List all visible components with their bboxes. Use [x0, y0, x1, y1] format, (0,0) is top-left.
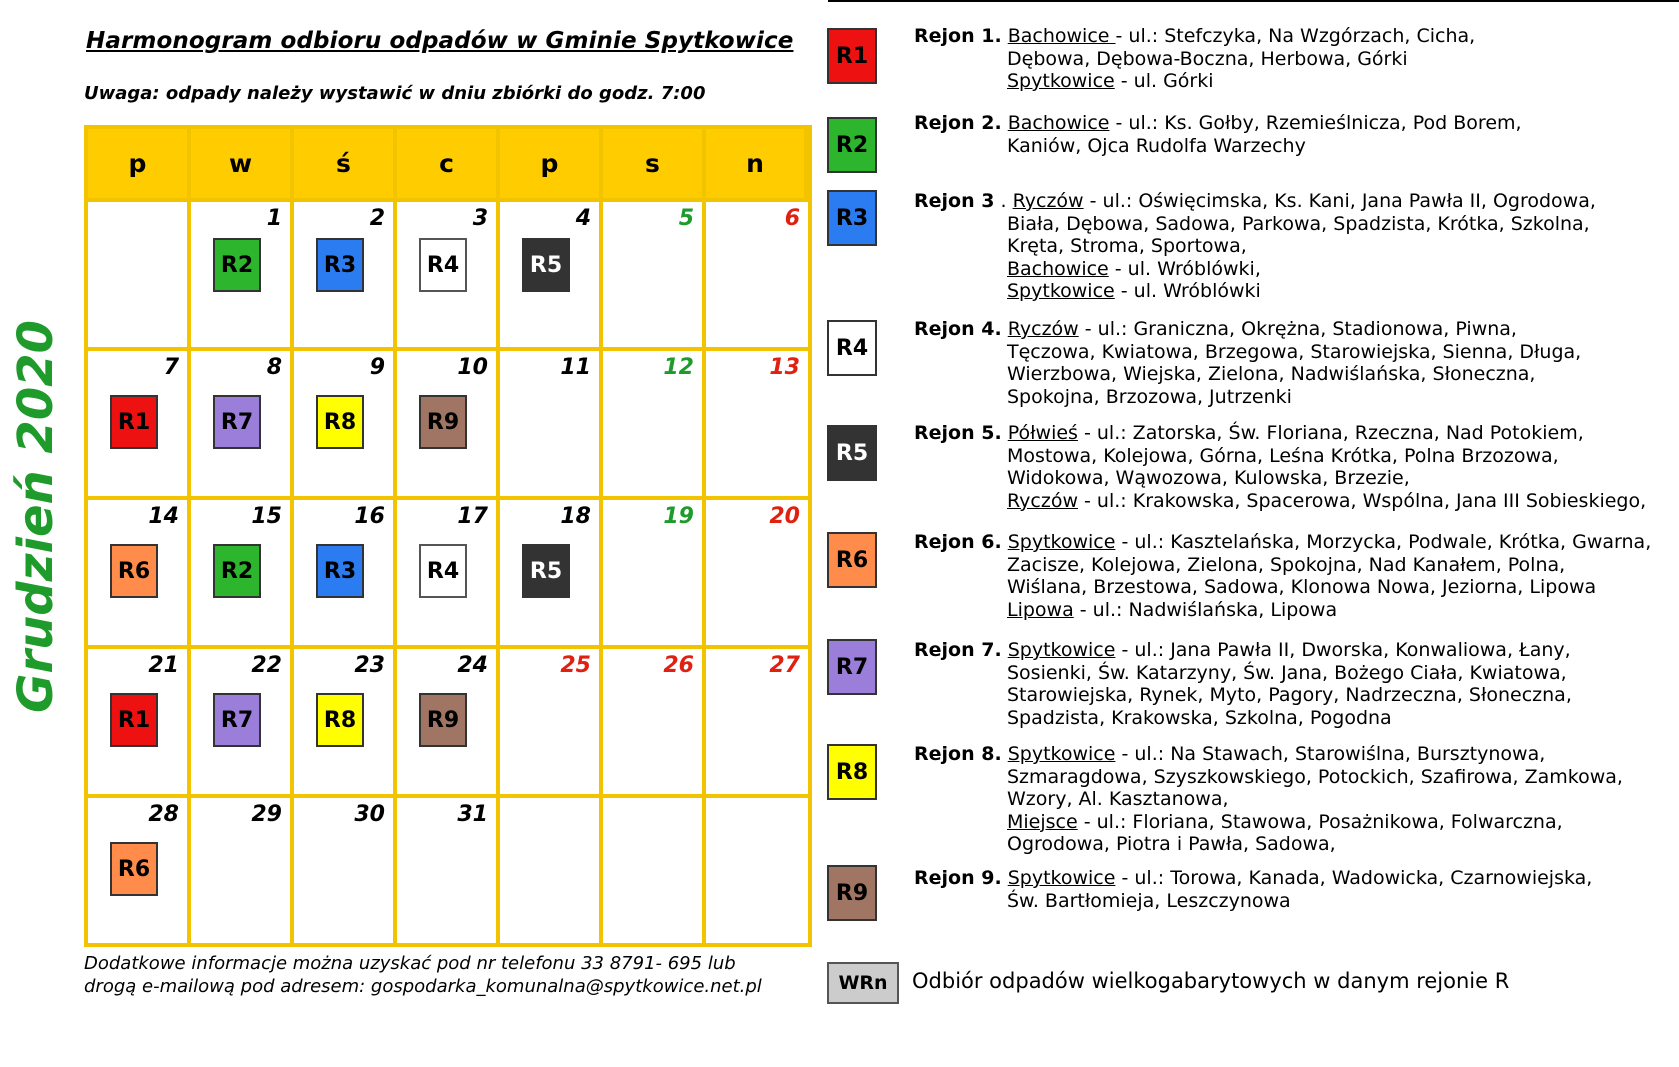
legend-text-r1 — [914, 25, 1475, 93]
street-list: - ul. Górki — [1114, 70, 1214, 92]
region-badge: R6 — [110, 842, 158, 896]
legend-line — [914, 662, 1572, 685]
legend-line — [914, 70, 1475, 93]
calendar-day — [500, 198, 603, 347]
calendar-day — [88, 645, 191, 794]
legend-badge-r9: R9 — [827, 865, 877, 921]
region-badge: R8 — [316, 395, 364, 449]
calendar-day — [500, 347, 603, 496]
region-badge: R9 — [419, 693, 467, 747]
legend-badge-r4: R4 — [827, 320, 877, 376]
calendar-day — [603, 496, 706, 645]
street-list: Wierzbowa, Wiejska, Zielona, Nadwiślańska, Słoneczna, — [1007, 363, 1536, 385]
street-list: Biała, Dębowa, Sadowa, Parkowa, Spadzista, Krótka, Szkolna, — [1007, 212, 1590, 235]
legend-line — [914, 386, 1581, 409]
locality-name: Bachowice — [1007, 25, 1116, 47]
legend-line — [914, 363, 1581, 386]
region-badge: R7 — [213, 395, 261, 449]
locality-name: Ryczów — [1012, 190, 1084, 212]
calendar-day — [603, 347, 706, 496]
calendar-day — [500, 496, 603, 645]
legend-line — [914, 25, 1475, 48]
locality-name: Lipowa — [1007, 598, 1074, 621]
legend-line — [914, 213, 1596, 236]
day-number: 12 — [663, 355, 694, 380]
legend-line — [914, 135, 1522, 158]
locality-name: Spytkowice — [1007, 531, 1116, 553]
weekday-header: p — [500, 129, 603, 198]
legend-line — [914, 422, 1646, 445]
calendar-day — [294, 645, 397, 794]
month-text: Grudzień 2020 — [8, 319, 64, 713]
street-list: Spadzista, Krakowska, Szkolna, Pogodna — [1007, 706, 1392, 729]
day-number: 23 — [354, 653, 385, 678]
calendar-day — [706, 496, 808, 645]
calendar-day — [191, 496, 294, 645]
locality-name: Spytkowice — [1007, 867, 1116, 889]
region-badge: R7 — [213, 693, 261, 747]
day-number: 8 — [266, 355, 282, 380]
locality-name: Ryczów — [1007, 318, 1079, 340]
calendar-day — [191, 347, 294, 496]
weekday-header: c — [397, 129, 500, 198]
region-badge: R5 — [522, 238, 570, 292]
day-number: 1 — [266, 206, 282, 231]
calendar-day — [88, 496, 191, 645]
legend-text-r5 — [914, 422, 1646, 512]
day-number: 27 — [769, 653, 800, 678]
legend-badge-r3: R3 — [827, 190, 877, 246]
legend-badge-r8: R8 — [827, 744, 877, 800]
street-list: Tęczowa, Kwiatowa, Brzegowa, Starowiejska, Sienna, Długa, — [1007, 340, 1582, 363]
contact-footer — [84, 952, 762, 998]
street-list: Ogrodowa, Piotra i Pawła, Sadowa, — [1007, 833, 1336, 855]
street-list: Dębowa, Dębowa-Boczna, Herbowa, Górki — [1007, 47, 1408, 70]
street-list: Kaniów, Ojca Rudolfa Warzechy — [1007, 134, 1306, 157]
locality-name: Bachowice — [1007, 112, 1110, 134]
legend-text-r8 — [914, 743, 1623, 856]
calendar-day — [294, 347, 397, 496]
day-number: 2 — [369, 206, 385, 231]
legend-line — [914, 639, 1572, 662]
legend-badge-r2: R2 — [827, 117, 877, 173]
legend-line — [914, 531, 1651, 554]
day-number: 17 — [457, 504, 488, 529]
calendar-day — [706, 794, 808, 943]
day-number: 26 — [663, 653, 694, 678]
calendar-day — [294, 496, 397, 645]
street-list: - ul.: Nadwiślańska, Lipowa — [1073, 598, 1338, 621]
region-label: Rejon 3 — [914, 190, 995, 212]
legend-badge-r1: R1 — [827, 28, 877, 84]
legend-line — [914, 890, 1592, 913]
day-number: 4 — [575, 206, 591, 231]
legend-line — [914, 576, 1651, 599]
legend-line — [914, 811, 1623, 834]
day-number: 18 — [560, 504, 591, 529]
legend-badge-r5: R5 — [827, 425, 877, 481]
street-list: Szmaragdowa, Szyszkowskiego, Potockich, Szafirowa, Zamkowa, — [1007, 765, 1623, 788]
street-list: - ul.: Torowa, Kanada, Wadowicka, Czarnowiejska, — [1115, 867, 1593, 889]
street-list: - ul.: Krakowska, Spacerowa, Wspólna, Jana III Sobieskiego, — [1078, 489, 1647, 512]
day-number: 24 — [457, 653, 488, 678]
region-badge: R2 — [213, 544, 261, 598]
region-badge: R1 — [110, 693, 158, 747]
calendar-day — [603, 645, 706, 794]
legend-line — [914, 280, 1596, 303]
calendar-day — [294, 198, 397, 347]
day-number: 15 — [251, 504, 282, 529]
calendar-day — [397, 794, 500, 943]
locality-name: Półwieś — [1007, 422, 1078, 444]
legend-text-r2 — [914, 112, 1522, 157]
calendar-day — [88, 794, 191, 943]
wrn-description: Odbiór odpadów wielkogabarytowych w danym rejonie R — [912, 969, 1510, 993]
day-number: 20 — [769, 504, 800, 529]
day-number: 28 — [148, 802, 179, 827]
street-list: - ul.: Zatorska, Św. Floriana, Rzeczna, Nad Potokiem, — [1077, 422, 1584, 444]
street-list: - ul. Wróblówki — [1114, 280, 1261, 302]
legend-line — [914, 788, 1623, 811]
day-number: 13 — [769, 355, 800, 380]
calendar-day — [706, 645, 808, 794]
legend-line — [914, 833, 1623, 856]
locality-name: Spytkowice — [1007, 639, 1116, 661]
day-number: 21 — [148, 653, 179, 678]
street-list: Starowiejska, Rynek, Myto, Pagory, Nadrzeczna, Słoneczna, — [1007, 684, 1572, 706]
legend-badge-r6: R6 — [827, 532, 877, 588]
calendar-day — [500, 794, 603, 943]
calendar-day — [500, 645, 603, 794]
legend-line — [914, 190, 1596, 213]
street-list: - ul.: Graniczna, Okrężna, Stadionowa, Piwna, — [1078, 318, 1517, 340]
day-number: 14 — [148, 504, 179, 529]
legend-text-r7 — [914, 639, 1572, 729]
region-label: Rejon 1. — [914, 25, 1002, 47]
region-badge: R1 — [110, 395, 158, 449]
day-number: 9 — [369, 355, 385, 380]
legend-line — [914, 467, 1646, 490]
legend-line — [914, 867, 1592, 890]
street-list: - ul.: Oświęcimska, Ks. Kani, Jana Pawła II, Ogrodowa, — [1083, 190, 1596, 212]
region-label: Rejon 2. — [914, 112, 1002, 134]
weekday-header: ś — [294, 129, 397, 198]
legend-line — [914, 490, 1646, 513]
region-badge: R9 — [419, 395, 467, 449]
legend-line — [914, 743, 1623, 766]
day-number: 29 — [251, 802, 282, 827]
legend-line — [914, 766, 1623, 789]
day-number: 6 — [784, 206, 800, 231]
top-rule — [828, 0, 1679, 2]
legend-line — [914, 707, 1572, 730]
region-label: Rejon 4. — [914, 318, 1002, 340]
calendar-day — [397, 496, 500, 645]
legend-text-r9 — [914, 867, 1592, 912]
contact-line-2: drogą e-mailową pod adresem: gospodarka_komunalna@spytkowice.net.pl — [84, 976, 762, 997]
calendar-day — [397, 347, 500, 496]
street-list: Spokojna, Brzozowa, Jutrzenki — [1007, 385, 1292, 408]
calendar-day — [191, 198, 294, 347]
street-list: . — [1000, 190, 1013, 212]
region-badge: R3 — [316, 544, 364, 598]
calendar-day — [603, 198, 706, 347]
locality-name: Spytkowice — [1007, 280, 1115, 302]
region-badge: R5 — [522, 544, 570, 598]
day-number: 16 — [354, 504, 385, 529]
locality-name: Ryczów — [1007, 489, 1078, 512]
street-list: - ul.: Kasztelańska, Morzycka, Podwale, Krótka, Gwarna, — [1115, 531, 1652, 553]
day-number: 19 — [663, 504, 694, 529]
legend-line — [914, 235, 1596, 258]
street-list: - ul.: Floriana, Stawowa, Posażnikowa, Folwarczna, — [1077, 810, 1563, 833]
day-number: 7 — [163, 355, 179, 380]
legend-line — [914, 599, 1651, 622]
legend-text-r6 — [914, 531, 1651, 621]
region-label: Rejon 7. — [914, 639, 1002, 661]
locality-name: Spytkowice — [1007, 743, 1116, 765]
street-list: - ul.: Na Stawach, Starowiślna, Bursztynowa, — [1115, 743, 1546, 765]
region-badge: R4 — [419, 238, 467, 292]
street-list: Kręta, Stroma, Sportowa, — [1007, 235, 1247, 257]
region-badge: R8 — [316, 693, 364, 747]
legend-line — [914, 445, 1646, 468]
contact-line-1: Dodatkowe informacje można uzyskać pod nr telefonu 33 8791- 695 lub — [84, 953, 736, 974]
day-number: 10 — [457, 355, 488, 380]
street-list: Sosienki, Św. Katarzyny, Św. Jana, Bożego Ciała, Kwiatowa, — [1007, 661, 1567, 684]
calendar-day — [191, 645, 294, 794]
legend-line — [914, 318, 1581, 341]
region-label: Rejon 9. — [914, 867, 1002, 889]
calendar-day — [397, 198, 500, 347]
legend-text-r4 — [914, 318, 1581, 408]
day-number: 31 — [457, 802, 488, 827]
legend-line — [914, 112, 1522, 135]
region-label: Rejon 6. — [914, 531, 1002, 553]
calendar-day — [88, 347, 191, 496]
street-list: Widokowa, Wąwozowa, Kulowska, Brzezie, — [1007, 467, 1410, 489]
region-label: Rejon 8. — [914, 743, 1002, 765]
street-list: Wzory, Al. Kasztanowa, — [1007, 788, 1229, 810]
street-list: - ul. Wróblówki, — [1108, 257, 1261, 280]
wrn-badge: WRn — [827, 962, 899, 1004]
calendar-day — [397, 645, 500, 794]
locality-name: Bachowice — [1007, 257, 1109, 280]
street-list: - ul.: Stefczyka, Na Wzgórzach, Cicha, — [1115, 25, 1476, 47]
street-list: Zacisze, Kolejowa, Zielona, Spokojna, Nad Kanałem, Polna, — [1007, 553, 1566, 576]
region-label: Rejon 5. — [914, 422, 1002, 444]
calendar-day — [294, 794, 397, 943]
legend-line — [914, 48, 1475, 71]
legend-line — [914, 554, 1651, 577]
day-number: 5 — [678, 206, 694, 231]
day-number: 22 — [251, 653, 282, 678]
weekday-header: n — [706, 129, 808, 198]
legend-text-r3 — [914, 190, 1596, 303]
region-badge: R3 — [316, 238, 364, 292]
collection-note: Uwaga: odpady należy wystawić w dniu zbiórki do godz. 7:00 — [84, 83, 706, 104]
day-number: 3 — [472, 206, 488, 231]
legend-badge-r7: R7 — [827, 639, 877, 695]
weekday-header: p — [88, 129, 191, 198]
calendar-day — [603, 794, 706, 943]
street-list: Wiślana, Brzestowa, Sadowa, Klonowa Nowa, Jeziorna, Lipowa — [1007, 576, 1597, 598]
calendar-day — [706, 347, 808, 496]
region-badge: R4 — [419, 544, 467, 598]
street-list: - ul.: Ks. Gołby, Rzemieślnicza, Pod Borem, — [1109, 112, 1522, 134]
street-list: Mostowa, Kolejowa, Górna, Leśna Krótka, Polna Brzozowa, — [1007, 444, 1559, 467]
street-list: Św. Bartłomieja, Leszczynowa — [1007, 889, 1291, 912]
day-number: 30 — [354, 802, 385, 827]
page-title: Harmonogram odbioru odpadów w Gminie Spytkowice — [86, 28, 794, 54]
region-badge: R2 — [213, 238, 261, 292]
calendar-day — [88, 198, 191, 347]
legend-line — [914, 258, 1596, 281]
street-list: - ul.: Jana Pawła II, Dworska, Konwaliowa, Łany, — [1115, 639, 1571, 661]
weekday-header: w — [191, 129, 294, 198]
legend-line — [914, 684, 1572, 707]
legend-line — [914, 341, 1581, 364]
region-badge: R6 — [110, 544, 158, 598]
locality-name: Miejsce — [1007, 810, 1078, 833]
day-number: 25 — [560, 653, 591, 678]
locality-name: Spytkowice — [1007, 70, 1115, 92]
calendar-day — [706, 198, 808, 347]
day-number: 11 — [560, 355, 591, 380]
weekday-header: s — [603, 129, 706, 198]
calendar-grid — [84, 125, 812, 947]
calendar-day — [191, 794, 294, 943]
